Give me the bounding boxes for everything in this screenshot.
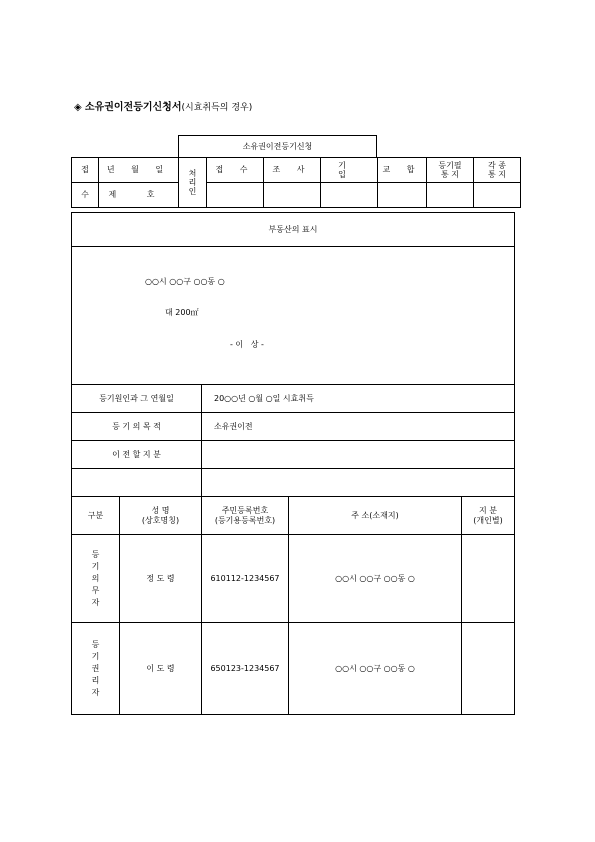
party-role-obligor: 등 기 의 무 자: [72, 535, 120, 623]
party-share: [462, 623, 515, 715]
jeopsu-cell: [207, 183, 264, 208]
col-header-name: 성 명 (상호명칭): [120, 497, 202, 535]
party-regno: 610112-1234567: [202, 535, 289, 623]
property-description: [72, 247, 515, 385]
title-main: 소유권이전등기신청서: [84, 102, 182, 113]
property-heading: 부동산의 표시: [72, 213, 515, 247]
party-address: ○○시 ○○구 ○○동 ○: [289, 623, 462, 715]
main-form-table: [71, 212, 515, 715]
field-label-share: 이 전 할 지 분: [72, 441, 202, 469]
field-value-blank: [202, 469, 515, 497]
party-name: 이 도 령: [120, 623, 202, 715]
col-header-address: 주 소(소재지): [289, 497, 462, 535]
diamond-bullet-icon: ◈: [74, 102, 82, 113]
party-name: 정 도 령: [120, 535, 202, 623]
table-row: [72, 535, 515, 623]
party-share: [462, 535, 515, 623]
field-label-purpose: 등 기 의 목 적: [72, 413, 202, 441]
giip-cell: [321, 183, 378, 208]
jeopsu-label: 접 수: [207, 158, 264, 183]
giip-label: 기 입: [321, 158, 378, 183]
party-role-claimant: 등 기 권 리 자: [72, 623, 120, 715]
col-header-gubun: 구분: [72, 497, 120, 535]
each-notice-cell: [474, 183, 521, 208]
col-header-regno: 주민등록번호 (등기용등록번호): [202, 497, 289, 535]
table-row: [72, 623, 515, 715]
gyohap-label: 교 합: [378, 158, 427, 183]
title-sub: (시효취득의 경우): [181, 103, 253, 113]
header-caption-table: [178, 135, 377, 158]
each-notice-label: 각 종 통 지: [474, 158, 521, 183]
field-label-blank: [72, 469, 202, 497]
field-value-cause: 20○○년 ○월 ○일 시효취득: [202, 385, 515, 413]
processor-label: 처 리 인: [179, 158, 207, 208]
property-end-mark: - 이 상 -: [230, 340, 264, 349]
number-label: 제 호: [99, 183, 179, 208]
date-label: 년 월 일: [99, 158, 179, 183]
party-regno: 650123-1234567: [202, 623, 289, 715]
josa-cell: [264, 183, 321, 208]
jeop-label: 접: [72, 158, 99, 183]
deungi-notice-label: 등기필 통 지: [427, 158, 474, 183]
josa-label: 조 사: [264, 158, 321, 183]
property-address: ○○시 ○○구 ○○동 ○: [145, 277, 225, 286]
col-header-share: 지 분 (개인별): [462, 497, 515, 535]
party-address: ○○시 ○○구 ○○동 ○: [289, 535, 462, 623]
reception-table: [71, 157, 521, 208]
field-value-purpose: 소유권이전: [202, 413, 515, 441]
field-value-share: [202, 441, 515, 469]
su-label: 수: [72, 183, 99, 208]
deungi-notice-cell: [427, 183, 474, 208]
header-caption: 소유권이전등기신청: [179, 136, 377, 158]
document-title: [74, 98, 252, 113]
gyohap-cell: [378, 183, 427, 208]
property-land: 대 200㎡: [165, 308, 199, 317]
field-label-cause: 등기원인과 그 연월일: [72, 385, 202, 413]
